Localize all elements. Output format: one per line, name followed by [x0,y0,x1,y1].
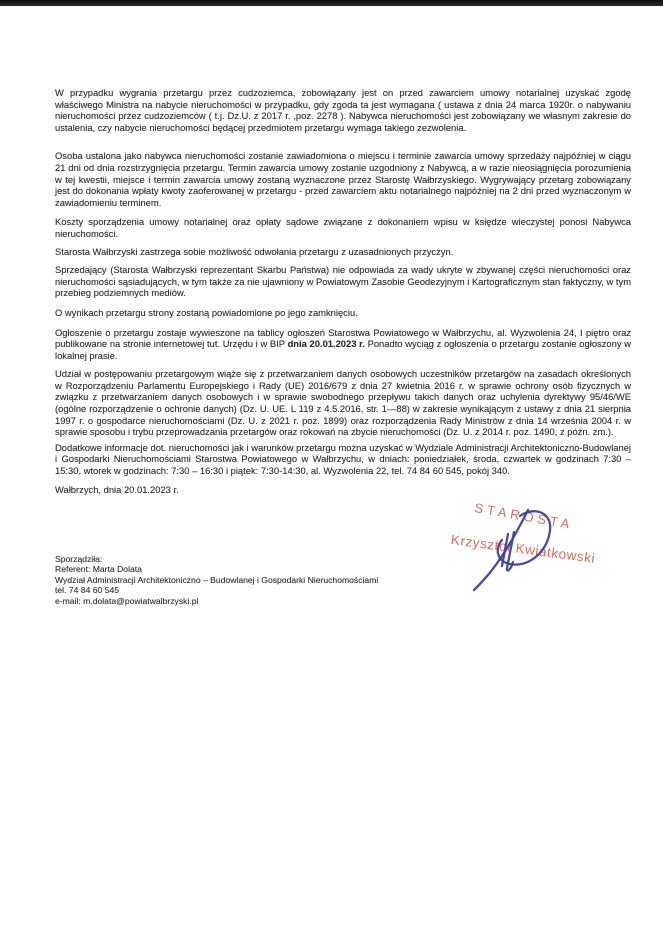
prepared-by-label: Sporządziła: [55,554,103,564]
paragraph-seller-liability-disclaimer: Sprzedający (Starosta Wałbrzyski reprezentant Skarbu Państwa) nie odpowiada za wady ukryte w zbywanej części nieruchomości oraz nieruchomości sąsiadujących, w tym także za nie ujawniony w Powiatowym Zasobie Geodezyjnym i Kartograficznym stan faktyczny, w tym przebieg podziemnych mediów. [55,264,631,299]
paragraph-auction-cancellation-right: Starosta Wałbrzyski zastrzega sobie możliwość odwołania przetargu z uzasadnionych przyczyn. [55,245,454,257]
preparer-department: Wydział Administracji Architektoniczno – Budowlanej i Gospodarki Nieruchomościami [55,574,379,585]
preparer-phone: tel. 74 84 60 545 [55,585,120,596]
paragraph-gdpr-processing: Udział w postępowaniu przetargowym wiąże się z przetwarzaniem danych osobowych uczestników przetargów na zasadach określonych w Rozporządzeniu Parlamentu Europejskiego i Rady (UE) 2016/679 z dnia 27 kwietnia 2016 r. w sprawie ochrony osób fizycznych w związku z przetwarzaniem danych osobowych i w sprawie swobodnego przepływu takich danych oraz uchylenia dyrektywy 95/46/WE (ogólne rozporządzenie o ochronie danych) (Dz. U. UE. L 119 z 4.5.2016, str. 1—88) w zakresie wynikającym z ustawy z dnia 21 sierpnia 1997 r. o gospodarce nieruchomościami (Dz. U. z 2021 r. poz. 1899) oraz rozporządzenia Rady Ministrów z dnia 14 września 2004 r. w sprawie sposobu i trybu przeprowadzania przetargów oraz rokowań na zbycie nieruchomości (Dz. U. z 2014 r. poz. 1490, z późn. zm.). [55,368,631,438]
scan-edge-strip [0,0,663,6]
paragraph-announcement-publication [55,327,631,362]
paragraph-notary-costs: Koszty sporządzenia umowy notarialnej oraz opłaty sądowe związane z dokonaniem wpisu w księdze wieczystej ponosi Nabywca nieruchomości. [55,216,631,239]
paragraph-sale-agreement-notice: Osoba ustalona jako nabywca nieruchomości zostanie zawiadomiona o miejscu i terminie zawarcia umowy sprzedaży najpóźniej w ciągu 21 dni od dnia rozstrzygnięcia przetargu. Termin zawarcia umowy zostanie uzgodniony z Nabywcą, a w razie nieosiągnięcia porozumienia w tej kwestii, miejsce i termin zawarcia umowy zostaną wyznaczone przez Starostę Wałbrzyskiego. Wygrywający przetarg zobowiązany jest do dokonania wpłaty kwoty zaoferowanej w przetargu - przed zawarciem aktu notarialnego najpóźniej na 2 dni przed wyznaczonym w zawiadomieniu terminem. [55,150,631,208]
paragraph-additional-info: Dodatkowe informacje dot. nieruchomości jak i warunków przetargu można uzyskać w Wydziale Administracji Architektoniczno-Budowlanej i Gospodarki Nieruchomościami Starostwa Powiatowego w Wałbrzychu, w dniach: poniedziałek, środa, czwartek w godzinach 7:30 – 15:30, wtorek w godzinach: 7:30 – 16:30 i piątek: 7:30-14:30, al. Wyzwolenia 22, tel. 74 84 60 545, pokój 340. [55,441,631,477]
stamp-title: STAROSTA [473,500,575,533]
preparer-name: Referent: Marta Dolata [55,564,142,575]
announcement-publication-date: dnia 20.01.2023 r. [287,338,365,350]
document-body [55,87,631,502]
paragraph-foreign-buyer-consent: W przypadku wygrania przetargu przez cudzoziemca, zobowiązany jest on przed zawarciem umowy notarialnej uzyskać zgodę właściwego Ministra na nabycie nieruchomości w przypadku, gdy zgoda ta jest wymagana ( ustawa z dnia 24 marca 1920r. o nabywaniu nieruchomości przez cudzoziemców ( t.j. Dz.U. z 2017 r. ,poz. 2278 ). Nabywca nieruchomości jest zobowiązany we własnym zakresie do ustalenia, czy nabycie nieruchomości będącej przedmiotem przetargu wymaga takiego zezwolenia. [55,87,631,133]
paragraph-results-notice: O wynikach przetargu strony zostaną powiadomione po jego zamknięciu. [55,306,358,318]
place-and-date-line: Wałbrzych, dnia 20.01.2023 r. [55,483,179,495]
announcement-text-pre: Ogłoszenie o przetargu zostaje wywieszone na tablicy ogłoszeń Starostwa Powiatowego w Wałbrzychu, al. Wyzwolenia 24, I piętro oraz publikowane na stronie internetowej tut. Urzędu i w BIP [55,326,631,350]
prepared-by-block [55,554,378,606]
preparer-email: e-mail: m.dolata@powiatwalbrzyski.pl [55,595,199,606]
handwritten-signature [462,504,572,599]
announcement-text-post: Ponadto wyciąg z ogłoszenia o przetargu zostanie ogłoszony w lokalnej prasie. [55,338,631,361]
stamp-signatory-name: Krzysztof Kwiatkowski [450,532,597,566]
